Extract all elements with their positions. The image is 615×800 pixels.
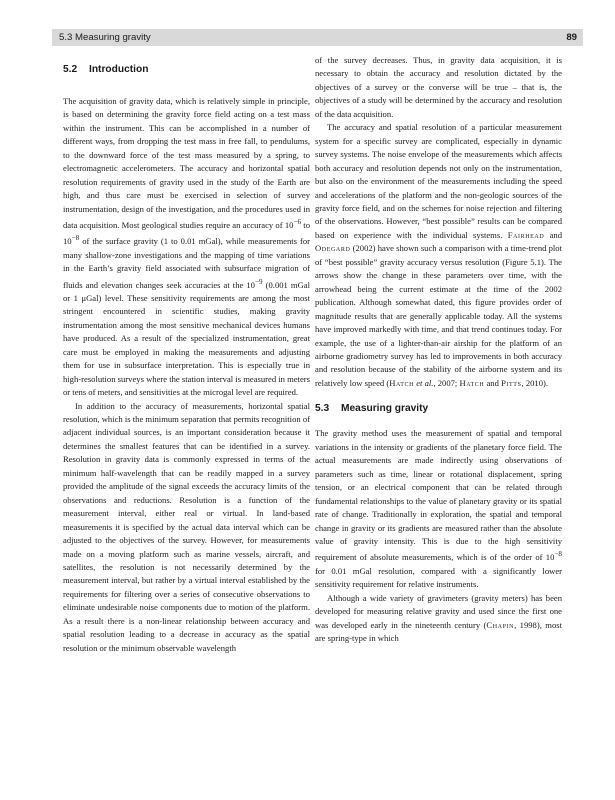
- running-header-section: 5.3 Measuring gravity: [59, 32, 151, 43]
- citation-author: Pitts: [501, 377, 522, 388]
- section-number: 5.2: [63, 64, 78, 75]
- text-run: The acquisition of gravity data, which is relatively simple in principle, is based on determining the gravity force field acting on a test mass within the instrument. This can be accomplished in a number of different ways, from dropping the test mass in free fall, to pendulums, to the downward force of the test mass measured by a spring, to electromagnetic accelerometers. The accuracy and horizontal spatial resolution requirements of gravity used in the study of the Earth are high, and thus care must be exercised in selection of survey instrumentation, design of the investigation, and the procedures used in data acquisition. Most geological studies require an accuracy of 10: [63, 96, 310, 230]
- section-heading-introduction: [63, 63, 310, 77]
- paragraph-gravimeters: [315, 592, 562, 646]
- text-run: and: [484, 377, 502, 388]
- text-run: The accuracy and spatial resolution of a particular measurement system for a specific survey are complicated, especially in dynamic survey systems. The noise envelope of the measurements which affects both accuracy and resolution depends not only on the instrumentation, but also on the environment of the measurements including the speed and accelerations of the platform and the non-geologic sources of the gravity force field, and on the schemes for noise rejection and filtering of the observations. However, “best possible” results can be compared based on experience with the individual systems.: [315, 122, 562, 240]
- text-run: The gravity method uses the measurement of spatial and temporal variations in the intensity or gradients of the planetary force field. The actual measurements are made indirectly using observations of parameters such as time, linear or rotational displacement, spring tension, or an electrical component that can be related through fundamental relationships to the value of planetary gravity or its spatial rate of change. Traditionally in exploration, the spatial and temporal change in gravity or its gradients are measured rather than the absolute value of gravity intensity. This is due to the high sensitivity requirement of absolute measurements, which is of the order of 10: [315, 428, 562, 563]
- text-run: , 1998), most are spring-type in which: [315, 619, 562, 643]
- text-run: Although a wide variety of gravimeters (gravity meters) has been developed for measuring relative gravity and used since the first one was developed early in the nineteenth century (: [315, 592, 562, 630]
- superscript: −9: [254, 277, 263, 286]
- superscript: −6: [293, 218, 302, 227]
- paragraph-accuracy: [315, 121, 562, 390]
- citation-author: Hatch: [459, 377, 485, 388]
- paragraph-gravity-method: [315, 427, 562, 591]
- right-column: [315, 54, 562, 645]
- text-run: of the surface gravity (1 to 0.01 mGal), while measurements for many shallow-zone investigations and the mapping of time variations in the Earth’s gravity field associated with subsurface migration of fluids and elevation changes seek accuracies at the 10: [63, 236, 310, 290]
- paragraph-acquisition: [63, 95, 310, 400]
- section-number: 5.3: [315, 403, 330, 415]
- text-run: (0.001 mGal or 1 μGal) level. These sensitivity requirements are among the most stringent encountered in scientific studies, making gravity instrumentation among the most sensitive mechanical devices humans have produced. As a result of the specialized instrumentation, great care must be employed in making the measurements and adjusting them for use in subsurface interpretation. This is especially true in high-resolution surveys where the station interval is measured in meters or tens of meters, and sensitivities at the microgal level are required.: [63, 279, 311, 398]
- text-run: , 2010).: [521, 377, 549, 388]
- running-header: [52, 29, 583, 46]
- citation-author: Odegard: [315, 243, 351, 254]
- section-heading-measuring-gravity: [315, 402, 562, 416]
- text-run: and: [544, 229, 563, 240]
- text-run: , 2007;: [433, 377, 460, 388]
- text-run: (2002) have shown such a comparison with a time-trend plot of “best possible” gravity accuracy versus resolution (Figure 5.1). The arrows show the change in these parameters over time, with the arrowhead being the current estimate at the time of the 2002 publication. Although somewhat dated, this figure provides order of magnitude results that are generally applicable today. All the systems have improved markedly with time, and that trend continues today. For example, the use of a lighter-than-air airship for the platform of an airborne gradiometry survey has led to improvements in both accuracy and resolution because of the stability of the airborne system and its relatively low speed (: [315, 243, 562, 388]
- page-number: 89: [566, 32, 577, 43]
- text-run: et al.: [414, 377, 434, 388]
- section-title: Introduction: [89, 64, 149, 75]
- paragraph-resolution: In addition to the accuracy of measurements, horizontal spatial resolution, which is the minimum separation that permits recognition of adjacent individual sources, is an important consideration because it determines the smallest features that can be identified in a survey. Resolution in gravity data is commonly expressed in terms of the minimum half-wavelength that can be readily mapped in a survey provided the amplitude of the signal exceeds the accuracy limits of the observations and reductions. Resolution is a function of the measurement interval, either real or virtual. In land-based measurements it is specified by the actual data interval which can be adjusted to the objectives of the survey. However, for measurements made on a moving platform such as marine vessels, aircraft, and satellites, the resolution is not necessarily determined by the measurement interval, but rather by a virtual interval established by the requirements for filtering over a series of consecutive observations to eliminate undesirable noise components due to motion of the platform. As a result there is a non-linear relationship between accuracy and spatial resolution leading to a decrease in accuracy as the spatial resolution or the minimum observable wavelength: [63, 400, 310, 653]
- text-run: for 0.01 mGal resolution, compared with a significantly lower sensitivity requirement for relative instruments.: [315, 565, 562, 590]
- citation-author: Fairhead: [507, 229, 545, 240]
- superscript: −8: [554, 550, 562, 559]
- citation-author: Hatch: [389, 377, 415, 388]
- citation-author: Chapin: [486, 619, 515, 630]
- text-run: to 10: [63, 219, 310, 247]
- section-title: Measuring gravity: [341, 403, 429, 415]
- superscript: −8: [71, 234, 80, 243]
- paragraph-continuation: of the survey decreases. Thus, in gravity data acquisition, it is necessary to obtain the accuracy and resolution dictated by the objectives of a survey or the converse will be true – that is, the objectives of a study will be determined by the accuracy and resolution of the data acquisition.: [315, 55, 562, 119]
- left-column: [63, 58, 310, 655]
